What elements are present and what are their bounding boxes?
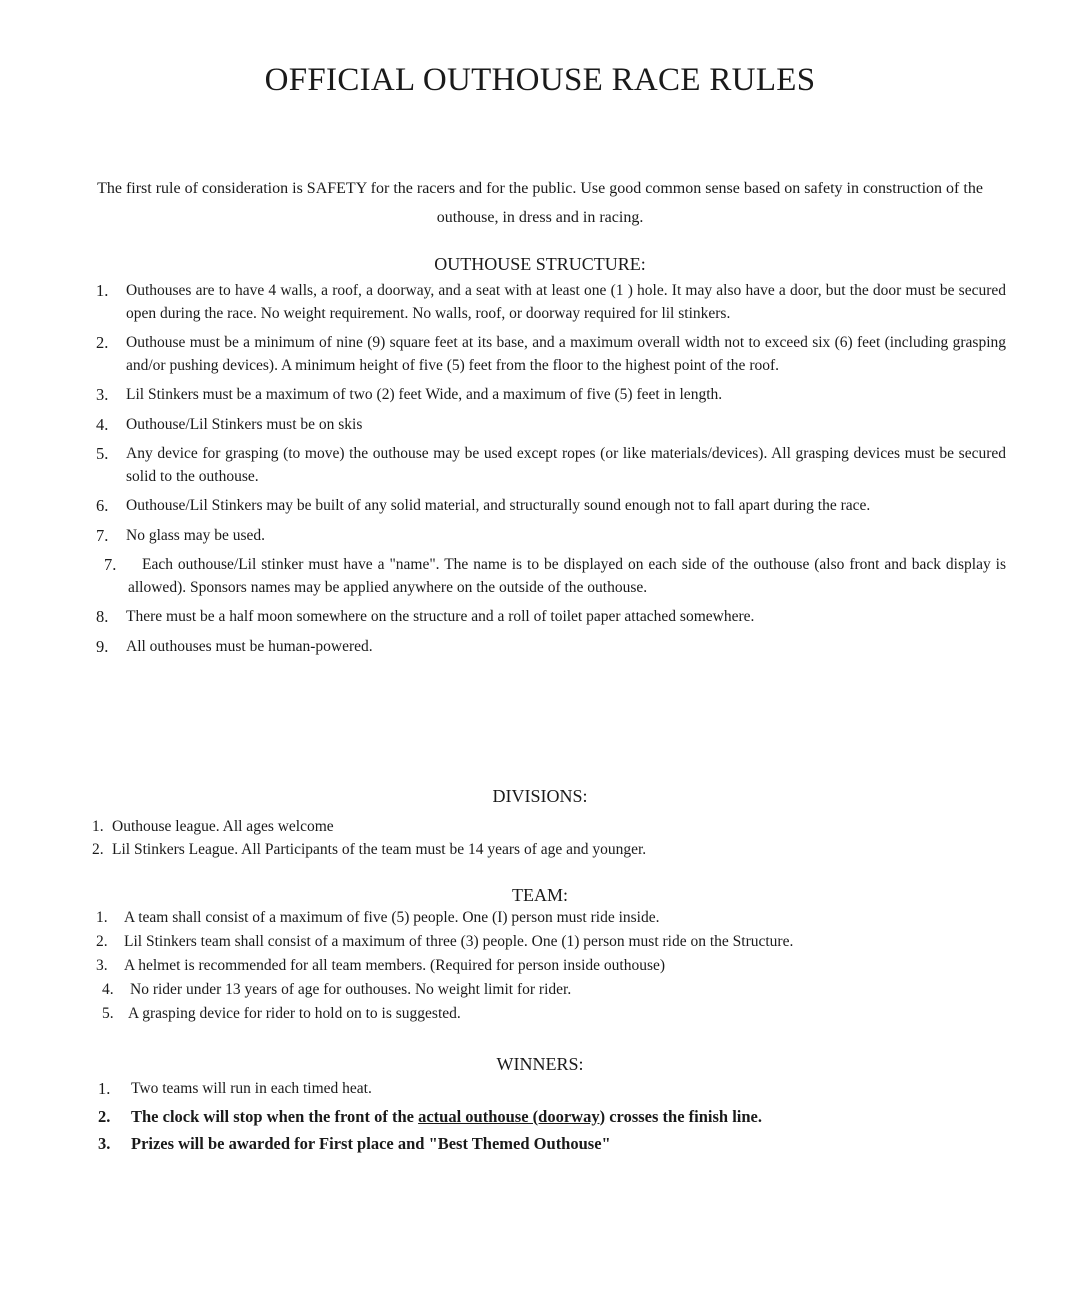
item-text: Each outhouse/Lil stinker must have a "name". The name is to be displayed on each side of the outhouse (also front and back display is allowed). Sponsors names may be applied anywhere on the outside of the outhouse. bbox=[128, 556, 1006, 596]
item-text: There must be a half moon somewhere on the structure and a roll of toilet paper attached somewhere. bbox=[126, 608, 755, 625]
list-item bbox=[98, 1130, 998, 1158]
item-text: Outhouses are to have 4 walls, a roof, a doorway, and a seat with at least one (1 ) hole. It may also have a door, but the door must be secured open during the race. No weight requirement. No walls, roof, or doorway required for lil stinkers. bbox=[126, 282, 1006, 322]
item-number: 3. bbox=[96, 385, 109, 404]
item-number: 3. bbox=[98, 1134, 111, 1153]
list-item bbox=[96, 525, 1006, 548]
underlined-phrase: actual outhouse (doorway) bbox=[418, 1106, 606, 1126]
list-item bbox=[98, 1075, 998, 1103]
item-number: 2. bbox=[96, 933, 108, 950]
text-segment: crosses the finish line. bbox=[605, 1106, 763, 1126]
divisions-list bbox=[92, 815, 972, 861]
item-text: No rider under 13 years of age for outhouses. No weight limit for rider. bbox=[130, 981, 572, 998]
item-number: 4. bbox=[96, 414, 109, 434]
item-number: 7. bbox=[96, 525, 109, 545]
item-number: 1. bbox=[92, 818, 104, 835]
list-item bbox=[96, 554, 1006, 599]
item-text: Outhouse league. All ages welcome bbox=[112, 818, 334, 835]
list-item bbox=[96, 443, 1006, 488]
item-number: 5. bbox=[96, 444, 109, 463]
list-item bbox=[96, 1002, 996, 1026]
item-number: 9. bbox=[96, 636, 109, 656]
item-number: 8. bbox=[96, 607, 109, 626]
item-text: All outhouses must be human-powered. bbox=[126, 637, 373, 655]
divisions-heading: DIVISIONS: bbox=[492, 786, 588, 806]
item-number: 2. bbox=[92, 841, 104, 858]
item-number: 5. bbox=[102, 1005, 114, 1022]
list-item bbox=[96, 332, 1006, 377]
list-item bbox=[96, 636, 1006, 659]
item-text: Outhouse must be a minimum of nine (9) square feet at its base, and a maximum overall width not to exceed six (6) feet (including grasping and/or pushing devices). A minimum height of five (5) feet from the floor to the highest point of the roof. bbox=[126, 334, 1006, 374]
winners-list bbox=[98, 1075, 998, 1158]
item-text: A helmet is recommended for all team members. (Required for person inside outhouse) bbox=[124, 957, 666, 974]
item-number: 6. bbox=[96, 496, 109, 515]
team-heading: TEAM: bbox=[512, 885, 568, 905]
list-item bbox=[96, 606, 1006, 629]
item-text: Any device for grasping (to move) the outhouse may be used except ropes (or like materials/devices). All grasping devices must be secured solid to the outhouse. bbox=[126, 445, 1006, 485]
item-number: 1. bbox=[98, 1079, 111, 1098]
item-number: 2. bbox=[98, 1106, 111, 1126]
list-item bbox=[96, 930, 996, 954]
list-item bbox=[96, 280, 1006, 325]
item-text: A team shall consist of a maximum of five (5) people. One (I) person must ride inside. bbox=[124, 909, 660, 926]
item-text bbox=[131, 1103, 998, 1131]
item-text: Outhouse/Lil Stinkers must be on skis bbox=[126, 415, 363, 433]
list-item bbox=[96, 906, 996, 930]
winners-heading: WINNERS: bbox=[496, 1054, 584, 1074]
list-item bbox=[96, 384, 1006, 407]
list-item bbox=[96, 954, 996, 978]
item-number: 2. bbox=[96, 333, 109, 352]
text-segment: The clock will stop when the front of the bbox=[131, 1106, 419, 1126]
item-number: 7. bbox=[104, 555, 117, 574]
document-title: OFFICIAL OUTHOUSE RACE RULES bbox=[264, 62, 816, 98]
list-item bbox=[96, 414, 1006, 437]
item-number: 3. bbox=[96, 957, 108, 974]
item-text: Lil Stinkers must be a maximum of two (2) feet Wide, and a maximum of five (5) feet in length. bbox=[126, 386, 723, 403]
list-item bbox=[96, 495, 1006, 518]
list-item bbox=[98, 1103, 998, 1131]
item-text: Two teams will run in each timed heat. bbox=[131, 1080, 372, 1097]
intro-paragraph: The first rule of consideration is SAFETY for the racers and for the public. Use good common sense based on safety in construction of the outhouse, in dress and in racing. bbox=[97, 180, 983, 226]
item-number: 1. bbox=[96, 909, 108, 926]
list-item bbox=[96, 978, 996, 1002]
item-text: Lil Stinkers League. All Participants of the team must be 14 years of age and younger. bbox=[112, 841, 647, 858]
item-number: 1. bbox=[96, 281, 109, 300]
list-item bbox=[92, 815, 972, 838]
item-text: Outhouse/Lil Stinkers may be built of any solid material, and structurally sound enough not to fall apart during the race. bbox=[126, 497, 871, 514]
item-text: Lil Stinkers team shall consist of a maximum of three (3) people. One (1) person must ride on the Structure. bbox=[124, 933, 794, 950]
list-item bbox=[92, 838, 972, 861]
team-list bbox=[96, 906, 996, 1026]
item-text: Prizes will be awarded for First place and "Best Themed Outhouse" bbox=[131, 1134, 611, 1153]
item-text: No glass may be used. bbox=[126, 526, 266, 544]
item-text: A grasping device for rider to hold on to is suggested. bbox=[128, 1005, 461, 1022]
structure-list bbox=[96, 280, 1006, 665]
item-number: 4. bbox=[102, 981, 114, 998]
structure-heading: OUTHOUSE STRUCTURE: bbox=[434, 254, 646, 274]
